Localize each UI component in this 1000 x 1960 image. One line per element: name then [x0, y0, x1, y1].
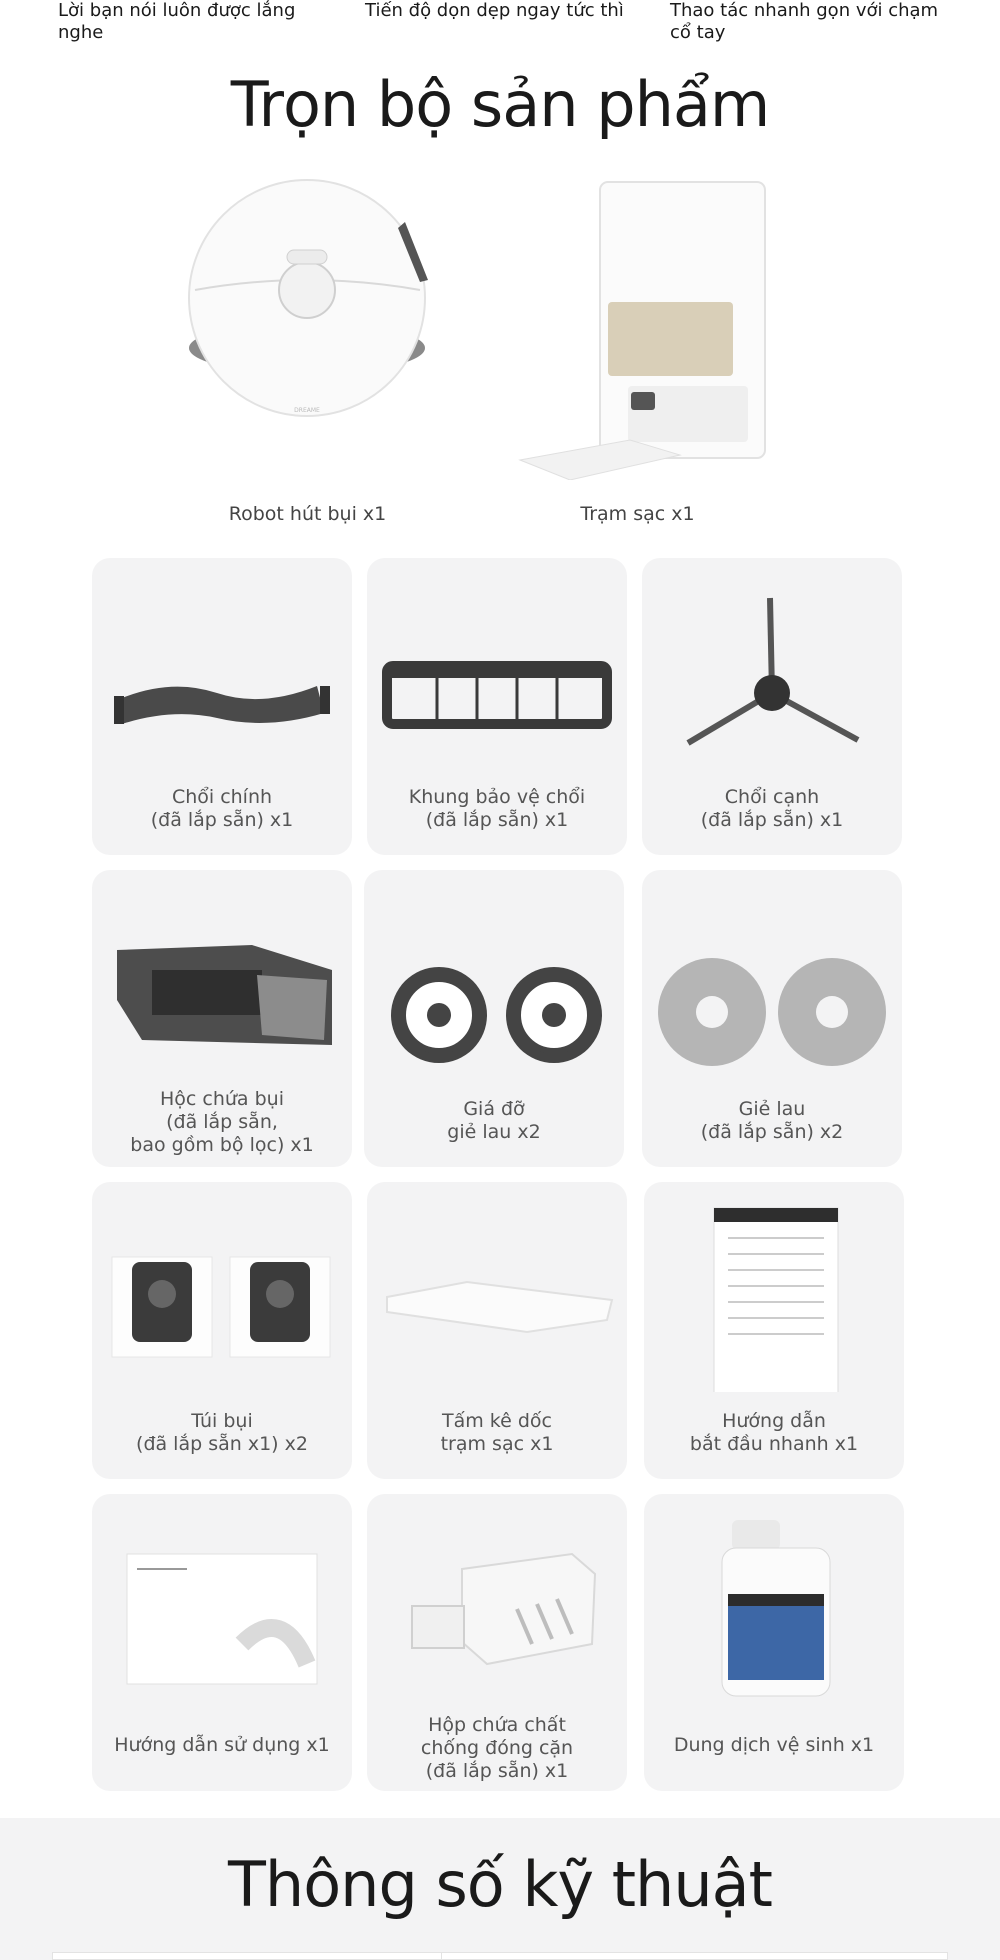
station-item [500, 170, 775, 530]
card-label: Hộc chứa bụi (đã lắp sẵn, bao gồm bộ lọc) x1 [130, 1088, 314, 1156]
dust-bin-icon [92, 870, 352, 1080]
card-label: Chổi chính (đã lắp sẵn) x1 [150, 786, 294, 831]
quick-guide-icon [644, 1182, 904, 1392]
accessory-card [92, 1182, 352, 1479]
ramp-plate-icon [367, 1182, 627, 1392]
main-brush-icon [92, 558, 352, 768]
mop-pad-icon [642, 870, 902, 1080]
svg-text:DREAME: DREAME [294, 407, 320, 414]
accessory-card [644, 1182, 904, 1479]
accessory-card [92, 558, 352, 855]
robot-item [170, 170, 445, 530]
dust-bag-icon [92, 1182, 352, 1392]
card-label: Dung dịch vệ sinh x1 [673, 1734, 875, 1756]
charging-station-icon [500, 170, 775, 480]
feature-row [0, 0, 1000, 50]
user-manual-icon [92, 1494, 352, 1704]
brush-guard-icon [367, 558, 627, 768]
card-label: Chổi cạnh (đã lắp sẵn) x1 [700, 786, 844, 831]
robot-vacuum-icon [170, 170, 445, 460]
accessory-card [92, 870, 352, 1167]
accessory-card [92, 1494, 352, 1791]
accessory-card [644, 1494, 904, 1791]
card-label: Hướng dẫn bắt đầu nhanh x1 [689, 1410, 859, 1455]
accessory-card [367, 1494, 627, 1791]
card-label: Khung bảo vệ chổi (đã lắp sẵn) x1 [408, 786, 586, 831]
mop-holder-icon [364, 870, 624, 1080]
antiscale-box-icon [367, 1494, 627, 1704]
feature-progress: Tiến độ dọn dẹp ngay tức thì [365, 0, 624, 21]
card-label: Tấm kê dốc trạm sạc x1 [440, 1410, 554, 1455]
accessory-card [367, 558, 627, 855]
accessory-card [364, 870, 624, 1167]
card-label: Hướng dẫn sử dụng x1 [114, 1734, 330, 1756]
feature-wrist: Thao tác nhanh gọn với chạm cổ tay [670, 0, 939, 43]
card-label: Giá đỡ giẻ lau x2 [447, 1098, 541, 1143]
card-label: Giẻ lau (đã lắp sẵn) x2 [700, 1098, 844, 1143]
cleaning-solution-icon [644, 1494, 904, 1704]
feature-voice: Lời bạn nói luôn được lắng nghe [58, 0, 296, 43]
card-label: Túi bụi (đã lắp sẵn x1) x2 [136, 1410, 308, 1455]
accessory-card [367, 1182, 627, 1479]
specs-table [52, 1952, 948, 1960]
accessory-card [642, 558, 902, 855]
box-contents-title: Trọn bộ sản phẩm [230, 68, 770, 141]
card-label: Hộp chứa chất chống đóng cặn (đã lắp sẵn) x1 [420, 1714, 574, 1782]
accessory-card [642, 870, 902, 1167]
station-label: Trạm sạc x1 [580, 503, 695, 525]
specs-table-divider [441, 1953, 442, 1960]
robot-label: Robot hút bụi x1 [228, 503, 387, 525]
side-brush-icon [642, 558, 902, 768]
specs-title: Thông số kỹ thuật [228, 1848, 772, 1921]
